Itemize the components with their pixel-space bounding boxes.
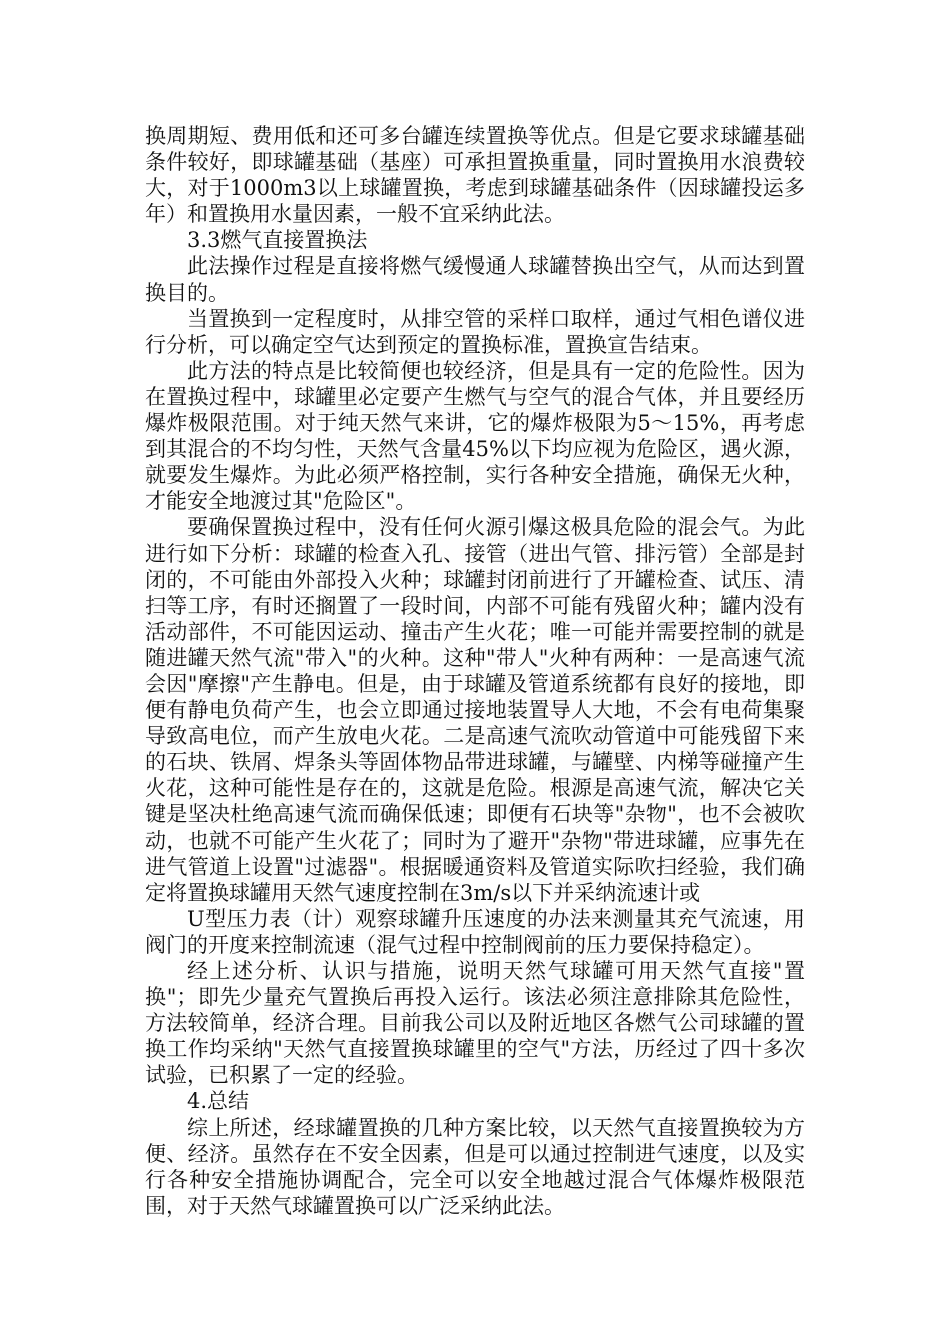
paragraph-summary: 综上所述，经球罐置换的几种方案比较，以天然气直接置换较为方便、经济。虽然存在不安全因素，但是可以通过控制进气速度，以及实行各种安全措施协调配合，完全可以安全地越过混合气体爆炸极限范围，对于天然气球罐置换可以广泛采纳此法。 (145, 1115, 805, 1218)
paragraph-method-intro: 此法操作过程是直接将燃气缓慢通人球罐替换出空气，从而达到置换目的。 (145, 254, 805, 305)
section-heading-3-3: 3.3燃气直接置换法 (187, 228, 368, 253)
section-heading-4: 4.总结 (187, 1089, 250, 1114)
paragraph-analysis: 要确保置换过程中，没有任何火源引爆这极具危险的混会气。为此进行如下分析：球罐的检查入孔、接管（进出气管、排污管）全部是封闭的，不可能由外部投入火种；球罐封闭前进行了开罐检查、试压、清扫等工序，有时还搁置了一段时间，内部不可能有残留火种；罐内没有活动部件，不可能因运动、撞击产生火花；唯一可能并需要控制的就是随进罐天然气流"带入"的火种。这种"带人"火种有两种：一是高速气流会因"摩擦"产生静电。但是，由于球罐及管道系统都有良好的接地，即便有静电负荷产生，也会立即通过接地装置导人大地，不会有电荷集聚导致高电位，而产生放电火花。二是高速气流吹动管道中可能残留下来的石块、铁屑、焊条头等固体物品带进球罐，与罐壁、内梯等碰撞产生火花，这种可能性是存在的，这就是危险。根源是高速气流，解决它关键是坚决杜绝高速气流而确保低速；即便有石块等"杂物"，也不会被吹动，也就不可能产生火花了；同时为了避开"杂物"带进球罐，应事先在进气管道上设置"过滤器"。根据暖通资料及管道实际吹扫经验，我们确定将置换球罐用天然气速度控制在3m/s以下并采纳流速计或 (145, 515, 805, 905)
document-page (145, 123, 805, 1219)
paragraph-continuation: 换周期短、费用低和还可多台罐连续置换等优点。但是它要求球罐基础条件较好，即球罐基础（基座）可承担置换重量，同时置换用水浪费较大，对于1000m3以上球罐置换，考虑到球罐基础条件（因球罐投运多年）和置换用水量因素，一般不宜采纳此法。 (145, 124, 805, 227)
paragraph-danger: 此方法的特点是比较简便也较经济，但是具有一定的危险性。因为在置换过程中，球罐里必定要产生燃气与空气的混合气体，并且要经历爆炸极限范围。对于纯天然气来讲，它的爆炸极限为5～15%，再考虑到其混合的不均匀性，天然气含量45%以下均应视为危险区，遇火源，就要发生爆炸。为此必须严格控制，实行各种安全措施，确保无火种，才能安全地渡过其"危险区"。 (145, 358, 805, 514)
paragraph-conclusion-method: 经上述分析、认识与措施，说明天然气球罐可用天然气直接"置换"；即先少量充气置换后再投入运行。该法必须注意排除其危险性，方法较简单，经济合理。目前我公司以及附近地区各燃气公司球罐的置换工作均采纳"天然气直接置换球罐里的空气"方法，历经过了四十多次试验，已积累了一定的经验。 (145, 959, 805, 1088)
paragraph-sampling: 当置换到一定程度时，从排空管的采样口取样，通过气相色谱仪进行分析，可以确定空气达到预定的置换标准，置换宣告结束。 (145, 306, 805, 357)
paragraph-u-gauge: U型压力表（计）观察球罐升压速度的办法来测量其充气流速，用阀门的开度来控制流速（混气过程中控制阀前的压力要保持稳定）。 (145, 906, 805, 957)
